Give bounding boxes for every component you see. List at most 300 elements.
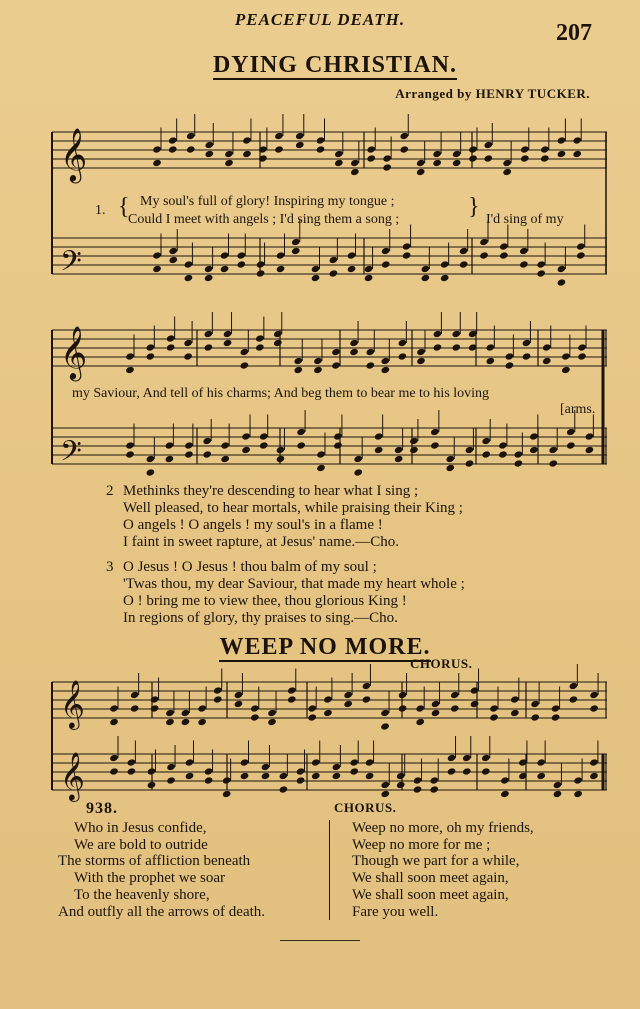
note-head <box>569 695 579 703</box>
note-head <box>413 776 423 784</box>
note-head <box>323 709 333 717</box>
note-head <box>316 450 326 458</box>
note-head <box>259 441 269 449</box>
note-head <box>522 352 532 360</box>
note-head <box>557 136 567 144</box>
note-head <box>213 686 223 694</box>
note-head <box>445 455 455 463</box>
note-head <box>240 758 250 766</box>
treble-clef-icon: 𝄞 <box>60 751 85 800</box>
note-head <box>350 168 360 176</box>
note-head <box>366 361 376 369</box>
note-head <box>365 772 375 780</box>
note-head <box>398 691 408 699</box>
note-head <box>470 700 480 708</box>
note-head <box>184 450 194 458</box>
note-head <box>183 352 193 360</box>
note-head <box>486 343 496 351</box>
note-head <box>415 704 425 712</box>
note-head <box>557 278 567 286</box>
note-head <box>572 136 582 144</box>
note-head <box>553 790 563 798</box>
note-head <box>287 686 297 694</box>
note-head <box>529 446 539 454</box>
verse-number-1: 1. <box>95 203 106 218</box>
music-system-3 <box>52 672 607 800</box>
note-head <box>125 450 135 458</box>
note-head <box>557 150 567 158</box>
note-head <box>183 339 193 347</box>
chorus-line: We shall soon meet again, <box>352 887 509 903</box>
note-head <box>240 772 250 780</box>
note-head <box>250 704 260 712</box>
note-head <box>462 767 472 775</box>
note-head <box>222 790 232 798</box>
note-head <box>529 432 539 440</box>
note-head <box>365 758 375 766</box>
note-head <box>366 348 376 356</box>
note-head <box>186 145 196 153</box>
note-head <box>479 251 489 259</box>
note-head <box>287 695 297 703</box>
note-head <box>576 242 586 250</box>
note-head <box>542 343 552 351</box>
note-head <box>204 150 214 158</box>
note-head <box>479 238 489 246</box>
note-head <box>241 446 251 454</box>
note-head <box>168 145 178 153</box>
note-head <box>256 269 266 277</box>
note-head <box>347 265 357 273</box>
interlinear-line: My soul's full of glory! Inspiring my tongue ; <box>140 194 395 209</box>
note-head <box>430 428 440 436</box>
note-head <box>398 339 408 347</box>
note-head <box>416 357 426 365</box>
note-head <box>311 772 321 780</box>
note-head <box>334 150 344 158</box>
note-head <box>566 441 576 449</box>
note-head <box>166 343 176 351</box>
note-head <box>374 446 384 454</box>
note-head <box>166 334 176 342</box>
note-head <box>333 432 343 440</box>
note-head <box>349 348 359 356</box>
note-head <box>241 432 251 440</box>
note-head <box>364 274 374 282</box>
note-head <box>430 441 440 449</box>
note-head <box>519 260 529 268</box>
arranger-credit: Arranged by HENRY TUCKER. <box>395 86 590 101</box>
note-head <box>440 260 450 268</box>
note-head <box>307 704 317 712</box>
note-head <box>489 704 499 712</box>
note-head <box>452 150 462 158</box>
treble-clef-icon: 𝄞 <box>60 679 85 728</box>
note-head <box>553 781 563 789</box>
note-head <box>577 352 587 360</box>
note-head <box>125 441 135 449</box>
verse-brace-icon: { <box>118 194 130 220</box>
note-head <box>394 455 404 463</box>
note-head <box>433 343 443 351</box>
note-head <box>222 776 232 784</box>
note-head <box>220 251 230 259</box>
note-head <box>165 709 175 717</box>
note-head <box>347 251 357 259</box>
note-head <box>276 265 286 273</box>
note-head <box>510 709 520 717</box>
note-head <box>381 366 391 374</box>
note-head <box>536 758 546 766</box>
note-head <box>381 247 391 255</box>
note-head <box>267 718 277 726</box>
note-head <box>519 247 529 255</box>
note-head <box>500 776 510 784</box>
song-title-dying-christian: DYING CHRISTIAN. <box>212 52 458 78</box>
note-head <box>402 251 412 259</box>
column-divider <box>329 820 330 920</box>
note-head <box>536 772 546 780</box>
note-head <box>181 709 191 717</box>
note-head <box>313 357 323 365</box>
note-head <box>381 260 391 268</box>
note-head <box>362 682 372 690</box>
note-head <box>536 269 546 277</box>
note-head <box>510 695 520 703</box>
bass-clef-icon: 𝄢 <box>60 435 82 475</box>
note-head <box>165 441 175 449</box>
note-head <box>127 767 137 775</box>
verse-2-number: 2 <box>106 483 114 499</box>
note-head <box>224 150 234 158</box>
note-head <box>125 352 135 360</box>
note-head <box>451 343 461 351</box>
note-head <box>505 361 515 369</box>
note-head <box>313 366 323 374</box>
note-head <box>146 468 156 476</box>
note-head <box>399 145 409 153</box>
note-head <box>316 136 326 144</box>
note-head <box>353 468 363 476</box>
note-head <box>125 366 135 374</box>
verse-2-line: I faint in sweet rapture, at Jesus' name.—Cho. <box>123 534 399 550</box>
verse-3-line: 'Twas thou, my dear Saviour, that made my heart whole ; <box>123 576 465 592</box>
note-head <box>500 790 510 798</box>
note-head <box>481 754 491 762</box>
note-head <box>468 154 478 162</box>
note-head <box>204 330 214 338</box>
note-head <box>465 446 475 454</box>
note-head <box>577 343 587 351</box>
note-head <box>240 361 250 369</box>
chorus-heading: CHORUS. <box>334 800 397 815</box>
note-head <box>296 428 306 436</box>
note-head <box>481 450 491 458</box>
note-head <box>109 718 119 726</box>
note-head <box>551 713 561 721</box>
note-head <box>331 361 341 369</box>
note-head <box>366 145 376 153</box>
note-head <box>431 709 441 717</box>
interlinear-line-tail: I'd sing of my <box>486 212 564 227</box>
verse-2-line: O angels ! O angels ! my soul's in a flame ! <box>123 517 383 533</box>
note-head <box>186 132 196 140</box>
chorus-label: CHORUS. <box>410 656 473 671</box>
note-head <box>589 772 599 780</box>
note-head <box>223 330 233 338</box>
note-head <box>109 704 119 712</box>
note-head <box>551 704 561 712</box>
note-head <box>465 459 475 467</box>
note-head <box>540 145 550 153</box>
note-head <box>398 704 408 712</box>
note-head <box>415 718 425 726</box>
note-head <box>421 274 431 282</box>
note-head <box>462 754 472 762</box>
note-head <box>561 366 571 374</box>
note-head <box>505 352 515 360</box>
note-head <box>380 709 390 717</box>
note-head <box>276 455 286 463</box>
note-head <box>127 758 137 766</box>
note-head <box>536 260 546 268</box>
verse-3-number: 3 <box>106 559 114 575</box>
note-head <box>220 265 230 273</box>
note-head <box>165 455 175 463</box>
note-head <box>450 704 460 712</box>
note-head <box>165 718 175 726</box>
note-head <box>333 441 343 449</box>
note-head <box>274 132 284 140</box>
note-head <box>279 772 289 780</box>
hymn-verse-line: And outfly all the arrows of death. <box>58 904 266 920</box>
note-head <box>150 695 160 703</box>
note-head <box>184 260 194 268</box>
note-head <box>152 145 162 153</box>
note-head <box>250 713 260 721</box>
verse-2-line: Methinks they're descending to hear what I sing ; <box>123 483 419 499</box>
note-head <box>431 700 441 708</box>
note-head <box>293 357 303 365</box>
note-head <box>572 150 582 158</box>
note-head <box>502 168 512 176</box>
note-head <box>499 251 509 259</box>
note-head <box>109 767 119 775</box>
note-head <box>185 772 195 780</box>
note-head <box>185 758 195 766</box>
note-head <box>409 446 419 454</box>
note-head <box>589 691 599 699</box>
note-head <box>213 695 223 703</box>
page-number: 207 <box>556 20 592 46</box>
note-head <box>146 455 156 463</box>
note-head <box>429 785 439 793</box>
verse-2-line: Well pleased, to hear mortals, while praising their King ; <box>123 500 463 516</box>
note-head <box>204 343 214 351</box>
note-head <box>380 722 390 730</box>
note-head <box>295 141 305 149</box>
note-head <box>295 132 305 140</box>
running-title: PEACEFUL DEATH. <box>234 10 406 29</box>
note-head <box>573 776 583 784</box>
note-head <box>514 450 524 458</box>
note-head <box>382 154 392 162</box>
note-head <box>311 758 321 766</box>
interlinear-line: my Saviour, And tell of his charms; And beg them to bear me to his loving <box>72 386 490 401</box>
note-head <box>224 159 234 167</box>
note-head <box>459 260 469 268</box>
treble-clef-icon: 𝄞 <box>60 325 88 379</box>
note-head <box>274 145 284 153</box>
note-head <box>332 763 342 771</box>
note-head <box>349 339 359 347</box>
chorus-line: Weep no more, oh my friends, <box>352 820 534 836</box>
note-head <box>452 159 462 167</box>
note-head <box>542 357 552 365</box>
note-head <box>273 339 283 347</box>
note-head <box>349 758 359 766</box>
note-head <box>445 464 455 472</box>
note-head <box>530 700 540 708</box>
note-head <box>353 455 363 463</box>
hymn-verse-line: We are bold to outride <box>74 837 208 853</box>
note-head <box>240 348 250 356</box>
note-head <box>152 265 162 273</box>
note-head <box>514 459 524 467</box>
note-head <box>520 154 530 162</box>
note-head <box>548 446 558 454</box>
note-head <box>409 437 419 445</box>
note-head <box>184 274 194 282</box>
note-head <box>261 772 271 780</box>
note-head <box>459 247 469 255</box>
note-head <box>569 682 579 690</box>
note-head <box>530 713 540 721</box>
note-head <box>197 704 207 712</box>
hymn-verse-line: The storms of affliction beneath <box>58 853 251 869</box>
chorus-line: Though we part for a while, <box>352 853 520 869</box>
note-head <box>152 251 162 259</box>
note-head <box>147 767 157 775</box>
note-head <box>223 339 233 347</box>
note-head <box>498 450 508 458</box>
note-head <box>220 455 230 463</box>
note-head <box>204 767 214 775</box>
note-head <box>470 686 480 694</box>
note-head <box>432 159 442 167</box>
note-head <box>483 141 493 149</box>
note-head <box>323 695 333 703</box>
note-head <box>307 713 317 721</box>
note-head <box>130 691 140 699</box>
note-head <box>168 136 178 144</box>
note-head <box>451 330 461 338</box>
note-head <box>242 150 252 158</box>
verse-3-line: O Jesus ! O Jesus ! thou balm of my soul ; <box>123 559 377 575</box>
note-head <box>279 785 289 793</box>
note-head <box>202 437 212 445</box>
note-head <box>522 339 532 347</box>
note-head <box>276 446 286 454</box>
note-head <box>166 763 176 771</box>
note-head <box>416 348 426 356</box>
note-head <box>489 713 499 721</box>
note-head <box>440 274 450 282</box>
note-head <box>402 242 412 250</box>
note-head <box>481 437 491 445</box>
song-title-weep-no-more: WEEP NO MORE. <box>219 634 431 660</box>
note-head <box>329 269 339 277</box>
note-head <box>329 256 339 264</box>
note-head <box>481 767 491 775</box>
bass-clef-icon: 𝄢 <box>60 245 82 285</box>
note-head <box>374 432 384 440</box>
note-head <box>332 772 342 780</box>
note-head <box>350 159 360 167</box>
note-head <box>234 700 244 708</box>
note-head <box>204 265 214 273</box>
note-head <box>381 357 391 365</box>
note-head <box>483 154 493 162</box>
note-head <box>181 718 191 726</box>
note-head <box>316 464 326 472</box>
note-head <box>296 767 306 775</box>
chorus-line: Fare you well. <box>352 904 439 920</box>
note-head <box>349 767 359 775</box>
note-head <box>499 242 509 250</box>
note-head <box>255 334 265 342</box>
note-head <box>166 776 176 784</box>
note-head <box>168 256 178 264</box>
note-head <box>236 260 246 268</box>
note-head <box>561 352 571 360</box>
note-head <box>421 265 431 273</box>
interlinear-line-tail: [arms. <box>560 402 596 417</box>
note-head <box>429 776 439 784</box>
note-head <box>204 141 214 149</box>
note-head <box>236 251 246 259</box>
verse-3-line: O ! bring me to view thee, thou glorious King ! <box>123 593 407 609</box>
note-head <box>502 159 512 167</box>
chorus-line: Weep no more for me ; <box>352 837 491 853</box>
note-head <box>380 790 390 798</box>
note-head <box>382 163 392 171</box>
hymn-verse-line: To the heavenly shore, <box>74 887 210 903</box>
note-head <box>366 154 376 162</box>
note-head <box>399 132 409 140</box>
note-head <box>566 428 576 436</box>
note-head <box>396 781 406 789</box>
note-head <box>364 265 374 273</box>
note-head <box>334 159 344 167</box>
note-head <box>585 446 595 454</box>
hymn-verse-line: Who in Jesus confide, <box>74 820 207 836</box>
note-head <box>447 767 457 775</box>
note-head <box>576 251 586 259</box>
note-head <box>331 348 341 356</box>
note-head <box>394 446 404 454</box>
note-head <box>204 274 214 282</box>
note-head <box>450 691 460 699</box>
note-head <box>267 709 277 717</box>
note-head <box>261 763 271 771</box>
note-head <box>296 441 306 449</box>
note-head <box>255 343 265 351</box>
hymn-number: 938. <box>86 800 118 817</box>
note-head <box>540 154 550 162</box>
note-head <box>291 247 301 255</box>
note-head <box>447 754 457 762</box>
